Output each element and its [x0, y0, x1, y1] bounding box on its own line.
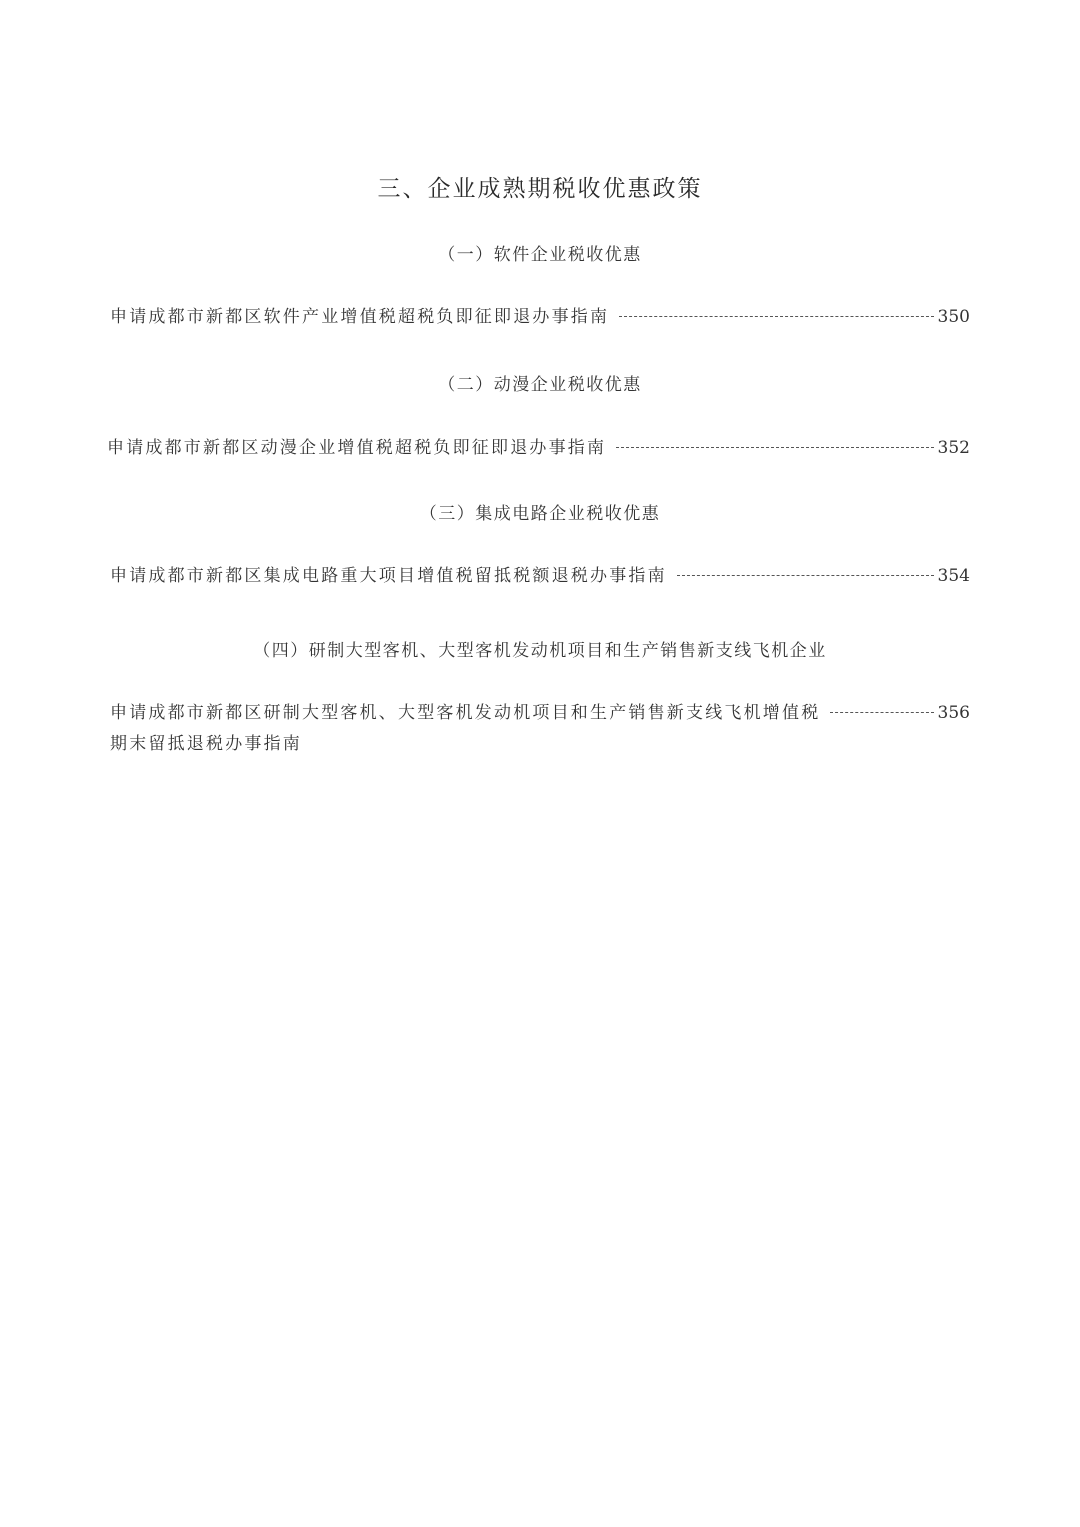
section-heading-integrated-circuit: （三）集成电路企业税收优惠 — [419, 504, 661, 524]
chapter-title: 三、企业成熟期税收优惠政策 — [377, 176, 703, 202]
toc-entry-text: 申请成都市新都区动漫企业增值税超税负即征即退办事指南 — [107, 438, 607, 458]
toc-entry-animation[interactable] — [107, 433, 970, 458]
toc-entry-text: 申请成都市新都区软件产业增值税超税负即征即退办事指南 — [110, 307, 610, 327]
toc-entry-text-line2: 期末留抵退税办事指南 — [110, 734, 302, 754]
toc-page-number: 352 — [937, 438, 970, 458]
toc-entry-aircraft[interactable] — [110, 698, 970, 754]
toc-entry-text: 申请成都市新都区集成电路重大项目增值税留抵税额退税办事指南 — [110, 566, 667, 586]
toc-page-number: 354 — [937, 566, 970, 586]
section-heading-aircraft: （四）研制大型客机、大型客机发动机项目和生产销售新支线飞机企业 — [253, 641, 827, 661]
section-heading-software: （一）软件企业税收优惠 — [438, 245, 642, 265]
dot-leader — [619, 316, 933, 317]
dot-leader — [616, 447, 933, 448]
dot-leader — [830, 712, 933, 713]
dot-leader — [677, 575, 934, 576]
toc-entry-software[interactable] — [110, 302, 970, 327]
section-heading-animation: （二）动漫企业税收优惠 — [438, 375, 642, 395]
toc-page-number: 350 — [937, 307, 970, 327]
toc-entry-text-line1: 申请成都市新都区研制大型客机、大型客机发动机项目和生产销售新支线飞机增值税 — [110, 703, 821, 723]
toc-entry-integrated-circuit[interactable] — [110, 561, 970, 586]
toc-page-number: 356 — [937, 703, 970, 723]
